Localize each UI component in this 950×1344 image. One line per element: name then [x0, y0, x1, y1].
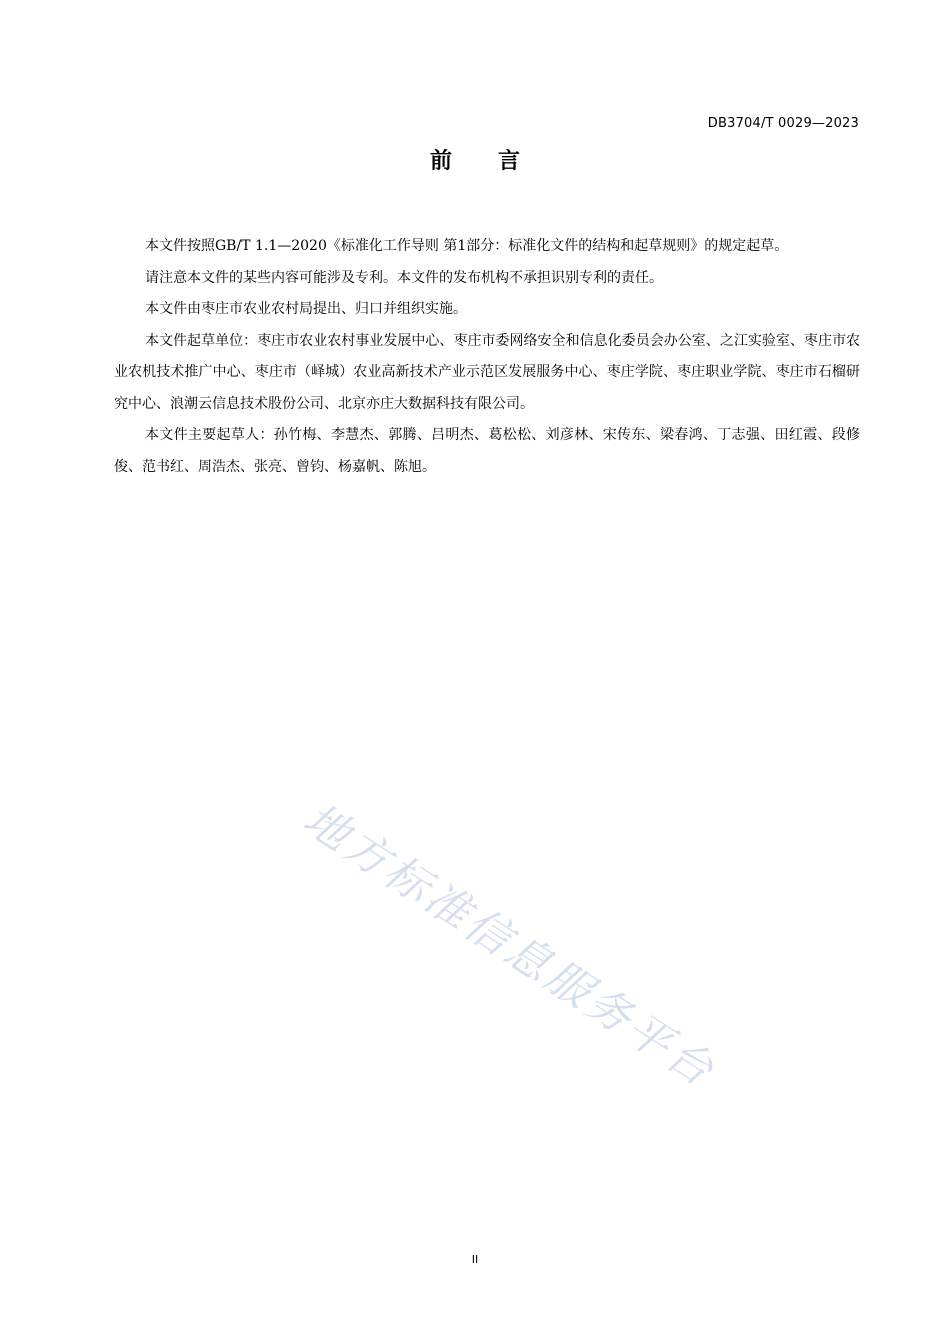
paragraph-drafting-rules: 本文件按照GB/T 1.1—2020《标准化工作导则 第1部分：标准化文件的结构和起草规则》的规定起草。 [145, 238, 789, 254]
watermark: 地方标准信息服务平台 [294, 793, 725, 1098]
paragraph-patent-notice: 请注意本文件的某些内容可能涉及专利。本文件的发布机构不承担识别专利的责任。 [145, 269, 663, 286]
paragraph-proposer: 本文件由枣庄市农业农村局提出、归口并组织实施。 [145, 301, 467, 317]
paragraph-drafters: 本文件主要起草人：孙竹梅、李慧杰、郭腾、吕明杰、葛松松、刘彦林、宋传东、梁春鸿、丁志强、田红霞、段修俊、范书红、周浩杰、张亮、曾钧、杨嘉帆、陈旭。 [114, 427, 860, 475]
paragraph-drafting-units: 本文件起草单位：枣庄市农业农村事业发展中心、枣庄市委网络安全和信息化委员会办公室、之江实验室、枣庄市农业农机技术推广中心、枣庄市（峄城）农业高新技术产业示范区发展服务中心、枣庄学院、枣庄职业学院、枣庄市石榴研究中心、浪潮云信息技术股份公司、北京亦庄大数据科技有限公司。 [114, 332, 860, 412]
page-number: II [471, 1253, 479, 1266]
page-title: 前言 [429, 149, 566, 174]
document-code: DB3704/T 0029—2023 [707, 116, 859, 131]
foreword-body [114, 231, 860, 483]
